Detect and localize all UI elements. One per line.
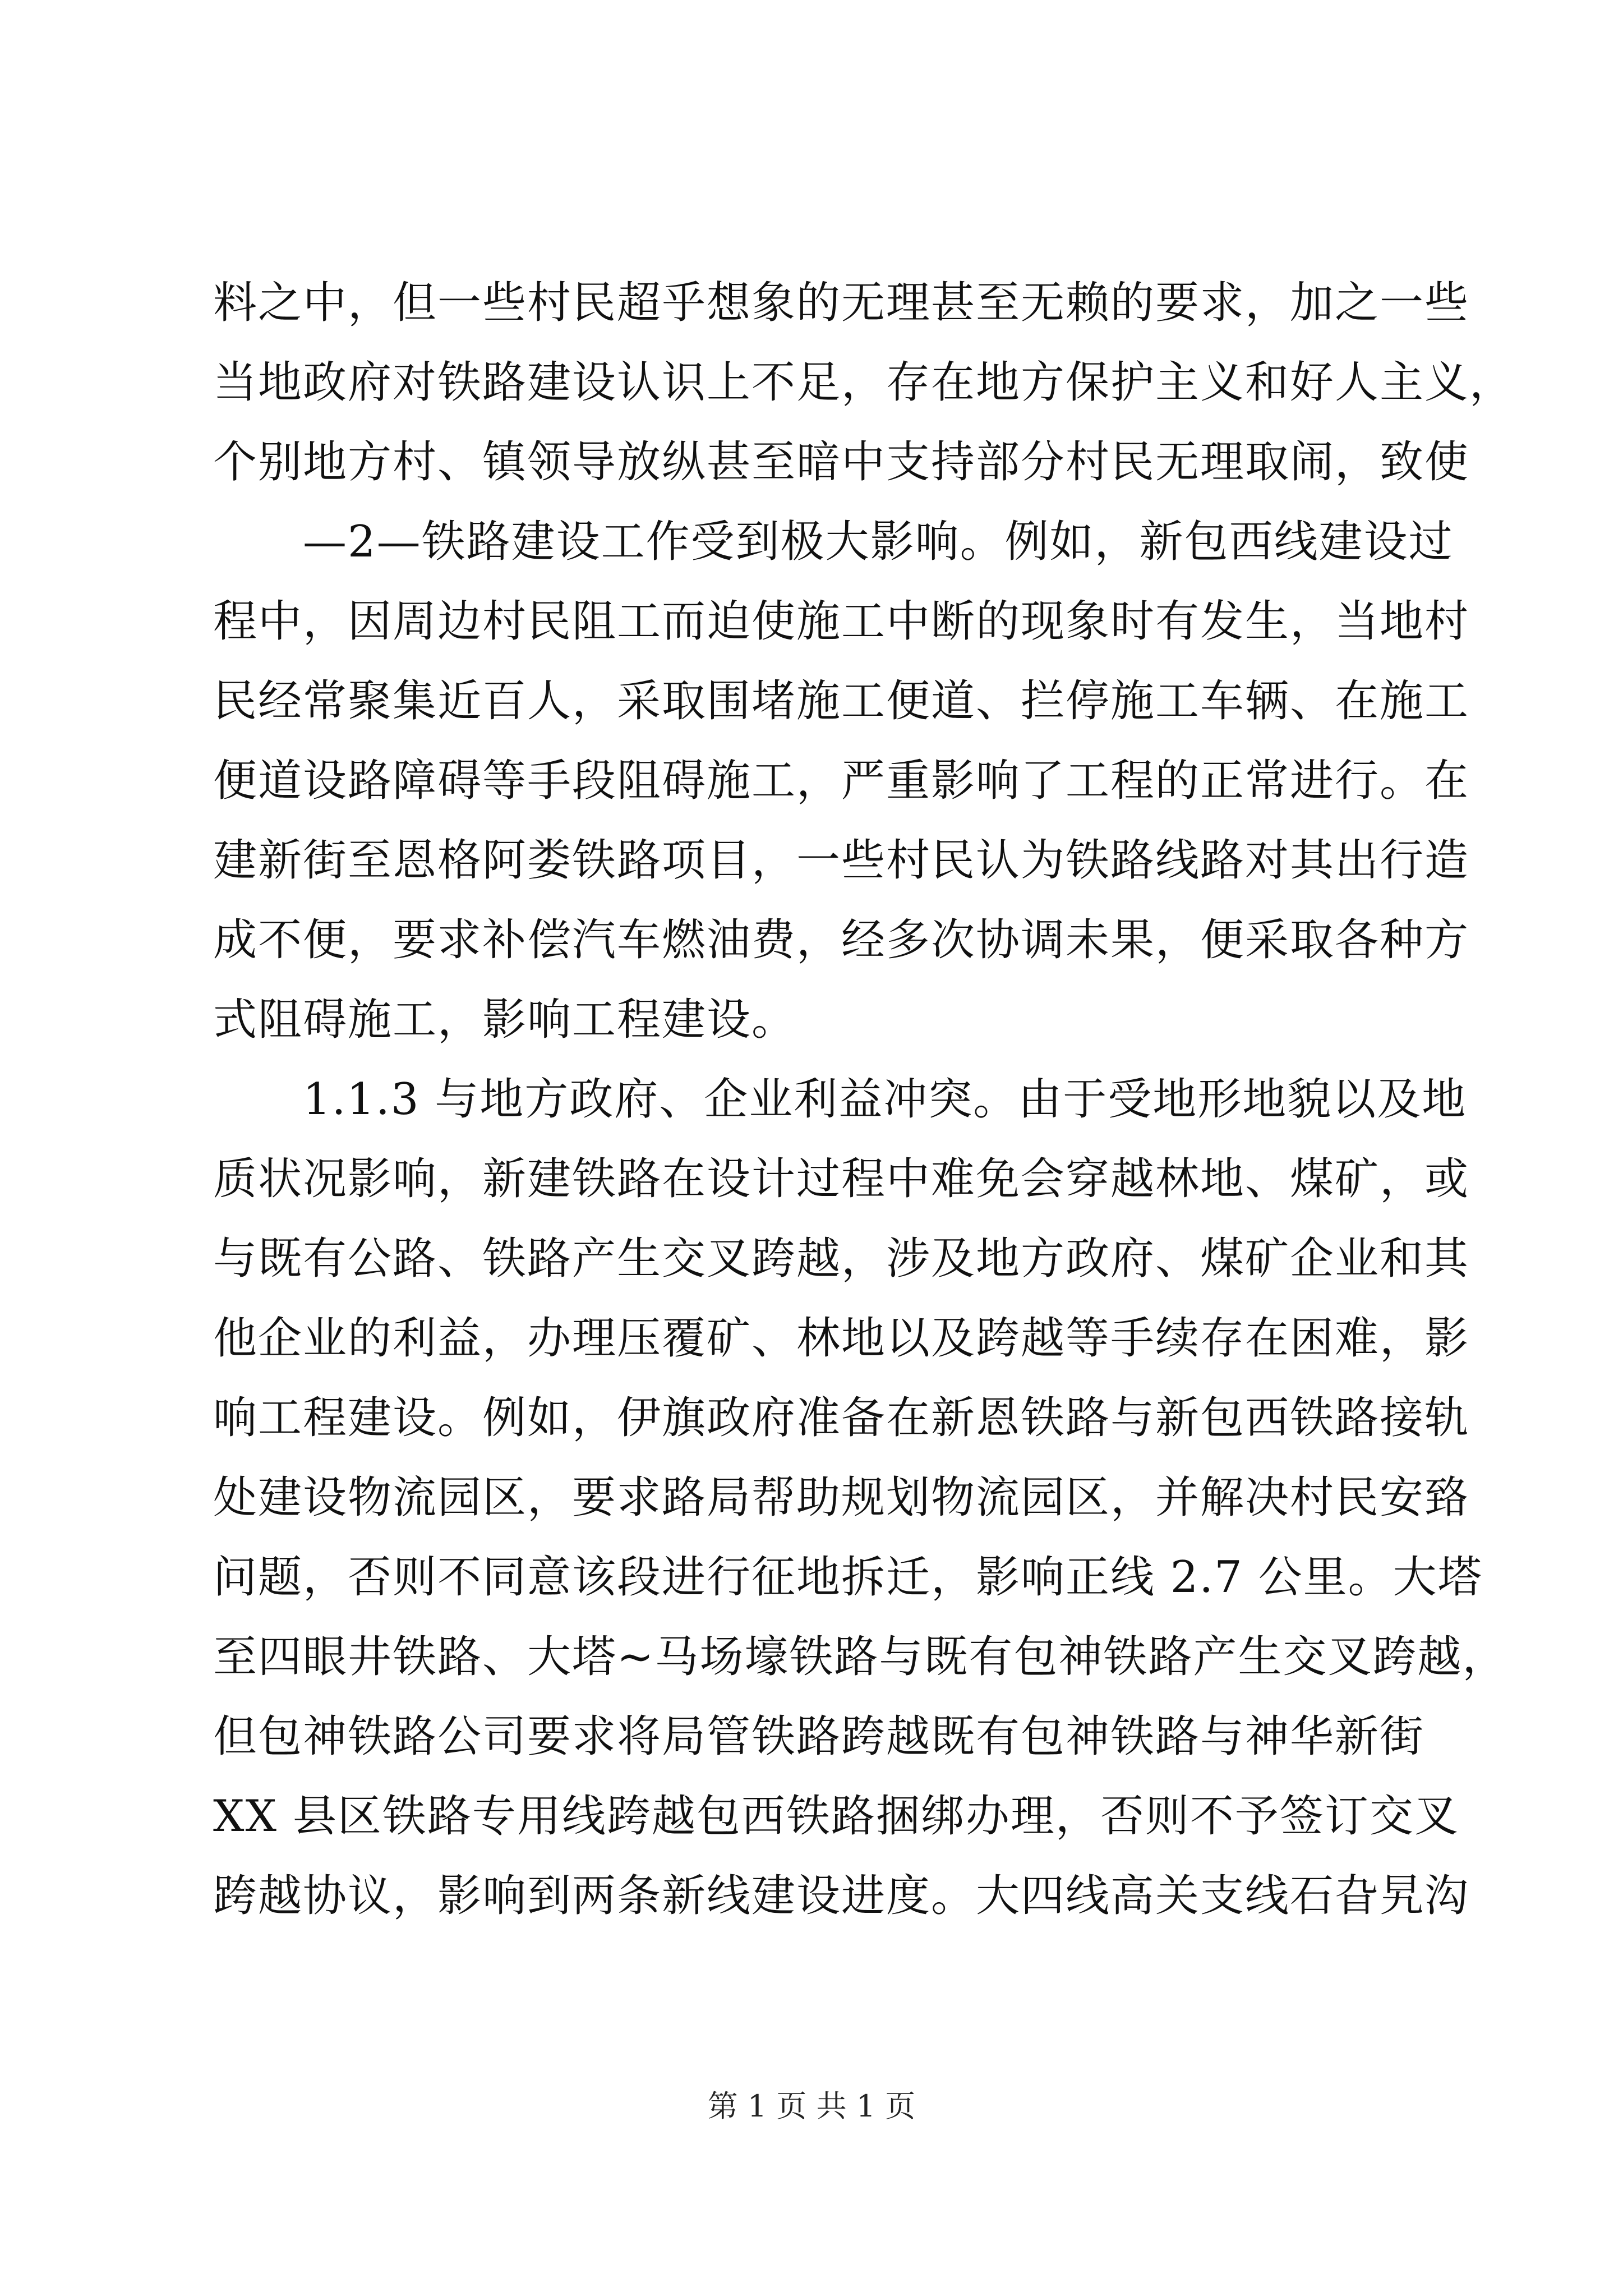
paragraph-line: 当地政府对铁路建设认识上不足，存在地方保护主义和好人主义， bbox=[213, 357, 1515, 408]
paragraph-line: 质状况影响，新建铁路在设计过程中难免会穿越林地、煤矿，或 bbox=[213, 1154, 1470, 1204]
paragraph-line: —2—铁路建设工作受到极大影响。例如，新包西线建设过 bbox=[303, 517, 1454, 567]
paragraph-line: 民经常聚集近百人，采取围堵施工便道、拦停施工车辆、在施工 bbox=[213, 676, 1470, 726]
paragraph-line: 与既有公路、铁路产生交叉跨越，涉及地方政府、煤矿企业和其 bbox=[213, 1234, 1470, 1284]
paragraph-line: 料之中，但一些村民超乎想象的无理甚至无赖的要求，加之一些 bbox=[213, 278, 1470, 328]
paragraph-line: XX 县区铁路专用线跨越包西铁路捆绑办理，否则不予签订交叉 bbox=[213, 1791, 1459, 1842]
paragraph-line: 响工程建设。例如，伊旗政府准备在新恩铁路与新包西铁路接轨 bbox=[213, 1393, 1470, 1443]
page-footer: 第 1 页 共 1 页 bbox=[707, 2088, 916, 2124]
paragraph-line: 式阻碍施工，影响工程建设。 bbox=[213, 995, 797, 1045]
paragraph-line: 跨越协议，影响到两条新线建设进度。大四线高关支线石旮旯沟 bbox=[213, 1871, 1470, 1921]
paragraph-line: 1.1.3 与地方政府、企业利益冲突。由于受地形地貌以及地 bbox=[303, 1074, 1467, 1125]
paragraph-line: 问题，否则不同意该段进行征地拆迁，影响正线 2.7 公里。大塔 bbox=[213, 1552, 1483, 1603]
paragraph-line: 但包神铁路公司要求将局管铁路跨越既有包神铁路与神华新街 bbox=[213, 1711, 1425, 1762]
paragraph-line: 他企业的利益，办理压覆矿、林地以及跨越等手续存在困难，影 bbox=[213, 1313, 1470, 1364]
paragraph-line: 成不便，要求补偿汽车燃油费，经多次协调未果，便采取各种方 bbox=[213, 915, 1470, 965]
paragraph-line: 个别地方村、镇领导放纵甚至暗中支持部分村民无理取闹，致使 bbox=[213, 437, 1470, 487]
paragraph-line: 至四眼井铁路、大塔~马场壕铁路与既有包神铁路产生交叉跨越， bbox=[213, 1632, 1507, 1682]
paragraph-line: 建新街至恩格阿娄铁路项目，一些村民认为铁路线路对其出行造 bbox=[213, 835, 1470, 886]
paragraph-line: 便道设路障碍等手段阻碍施工，严重影响了工程的正常进行。在 bbox=[213, 756, 1470, 806]
paragraph-line: 处建设物流园区，要求路局帮助规划物流园区，并解决村民安臵 bbox=[213, 1473, 1470, 1523]
paragraph-line: 程中，因周边村民阻工而迫使施工中断的现象时有发生，当地村 bbox=[213, 596, 1470, 647]
